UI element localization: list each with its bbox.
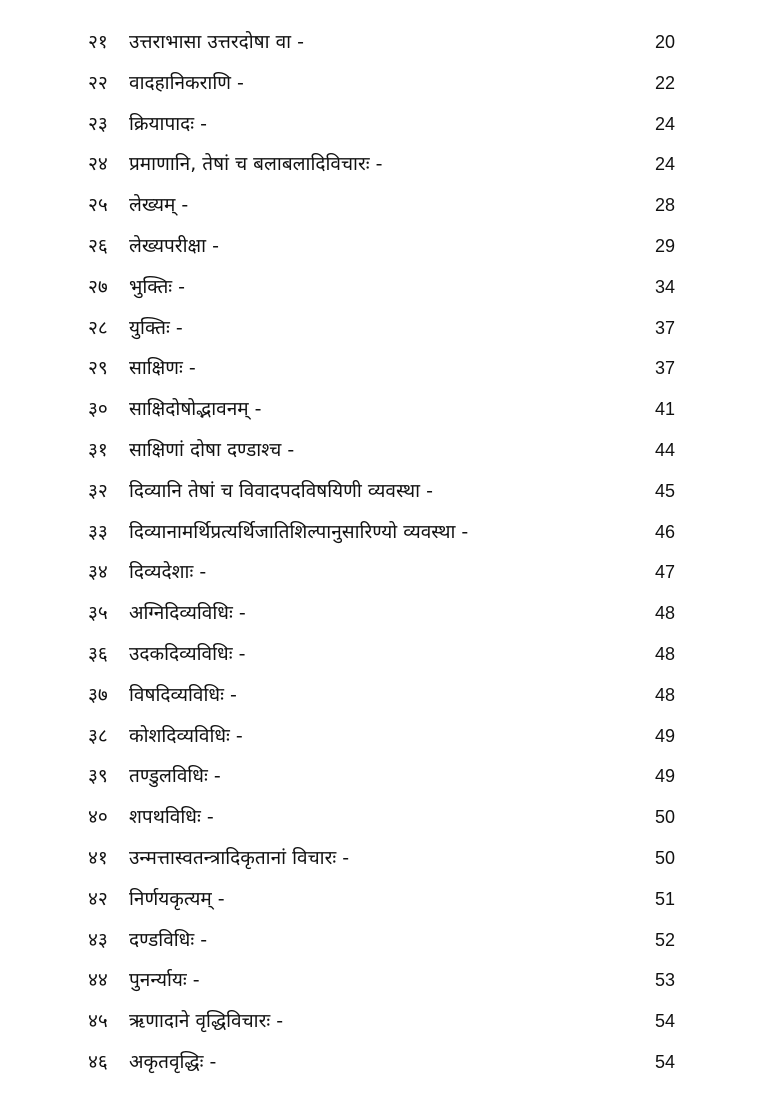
entry-page-number: 48: [654, 643, 675, 664]
entry-title: लेख्यम् -: [129, 194, 189, 217]
toc-entry: [0, 716, 780, 757]
entry-title: लेख्यपरीक्षा -: [129, 234, 219, 257]
entry-title: क्रियापादः -: [129, 112, 207, 135]
entry-number: २४: [88, 153, 108, 176]
entry-number: २६: [88, 234, 108, 257]
entry-title: उत्तराभासा उत्तरदोषा वा -: [129, 31, 304, 53]
entry-page-number: 52: [654, 929, 675, 950]
toc-entry: [0, 389, 780, 430]
entry-page-number: 28: [654, 195, 675, 216]
toc-entry: [0, 634, 780, 675]
entry-number: ३४: [88, 561, 108, 584]
entry-title: अग्निदिव्यविधिः -: [129, 602, 246, 625]
toc-entry: [0, 22, 780, 63]
entry-number: ३९: [88, 765, 108, 788]
entry-number: २९: [88, 357, 108, 380]
entry-page-number: 45: [654, 480, 675, 501]
toc-entry: [0, 185, 780, 226]
entry-page-number: 37: [654, 358, 675, 379]
entry-title: ऋणादाने वृद्धिविचारः -: [129, 1010, 284, 1033]
entry-title: वादहानिकराणि -: [129, 71, 244, 94]
entry-title: उन्मत्तास्वतन्त्रादिकृतानां विचारः -: [129, 846, 350, 869]
entry-page-number: 54: [654, 1011, 675, 1032]
entry-title: उदकदिव्यविधिः -: [129, 642, 246, 665]
toc-entry: [0, 838, 780, 879]
entry-number: ३०: [88, 398, 108, 421]
entry-title: दिव्यदेशाः -: [129, 561, 207, 584]
entry-number: ३१: [88, 438, 108, 461]
table-of-contents: [0, 22, 780, 1083]
toc-entry: [0, 593, 780, 634]
toc-entry: [0, 512, 780, 553]
entry-number: ४३: [88, 928, 108, 951]
entry-page-number: 20: [654, 32, 675, 52]
entry-title: दण्डविधिः -: [129, 928, 208, 951]
toc-entry: [0, 675, 780, 716]
toc-entry: [0, 960, 780, 1001]
toc-entry: [0, 144, 780, 185]
entry-title: निर्णयकृत्यम् -: [129, 887, 225, 910]
toc-entry: [0, 471, 780, 512]
entry-number: २३: [88, 112, 108, 135]
entry-title: साक्षिणः -: [129, 357, 196, 380]
entry-title: तण्डुलविधिः -: [129, 765, 221, 788]
entry-page-number: 34: [654, 276, 675, 297]
entry-number: ३७: [88, 683, 108, 706]
entry-number: ४१: [88, 846, 108, 869]
entry-page-number: 29: [654, 235, 675, 256]
entry-title: अकृतवृद्धिः -: [129, 1050, 217, 1073]
toc-entry: [0, 63, 780, 104]
entry-page-number: 50: [654, 847, 675, 868]
entry-title: साक्षिणां दोषा दण्डाश्च -: [129, 438, 295, 461]
entry-page-number: 49: [654, 766, 675, 787]
toc-entry: [0, 226, 780, 267]
entry-page-number: 24: [654, 113, 675, 134]
toc-entry: [0, 430, 780, 471]
entry-number: ३६: [88, 642, 108, 665]
entry-number: ३५: [88, 602, 108, 625]
entry-number: ४६: [88, 1050, 108, 1073]
toc-entry: [0, 1042, 780, 1083]
entry-page-number: 24: [654, 154, 675, 175]
toc-entry: [0, 797, 780, 838]
entry-title: पुनर्न्यायः -: [129, 969, 200, 992]
entry-number: ३२: [88, 479, 108, 502]
toc-entry: [0, 104, 780, 145]
entry-number: २७: [88, 275, 108, 298]
entry-number: २५: [88, 194, 108, 217]
entry-number: २१: [88, 31, 108, 53]
entry-page-number: 53: [654, 970, 675, 991]
entry-number: २८: [88, 316, 108, 339]
entry-number: ३३: [88, 520, 108, 543]
entry-page-number: 22: [654, 72, 675, 93]
entry-page-number: 46: [654, 521, 675, 542]
entry-page-number: 37: [654, 317, 675, 338]
entry-number: ४२: [88, 887, 108, 910]
entry-title: भुक्तिः -: [129, 275, 186, 298]
entry-number: ३८: [88, 724, 108, 747]
entry-page-number: 48: [654, 603, 675, 624]
toc-entry: [0, 879, 780, 920]
toc-entry: [0, 756, 780, 797]
entry-title: साक्षिदोषोद्भावनम् -: [129, 398, 262, 421]
entry-page-number: 48: [654, 684, 675, 705]
entry-page-number: 49: [654, 725, 675, 746]
toc-entry: [0, 267, 780, 308]
entry-page-number: 47: [654, 562, 675, 583]
entry-title: विषदिव्यविधिः -: [129, 683, 237, 706]
entry-page-number: 54: [654, 1051, 675, 1072]
entry-page-number: 50: [654, 807, 675, 828]
entry-title: शपथविधिः -: [129, 806, 214, 829]
entry-number: ४०: [88, 806, 108, 829]
entry-page-number: 41: [654, 399, 675, 420]
entry-number: ४५: [88, 1010, 108, 1033]
entry-title: कोशदिव्यविधिः -: [129, 724, 243, 747]
entry-title: प्रमाणानि, तेषां च बलाबलादिविचारः -: [129, 153, 383, 176]
toc-entry: [0, 552, 780, 593]
entry-number: २२: [88, 71, 108, 94]
entry-page-number: 51: [654, 888, 675, 909]
toc-entry: [0, 348, 780, 389]
entry-title: दिव्यानामर्थिप्रत्यर्थिजातिशिल्पानुसारिण्यो व्यवस्था -: [129, 520, 469, 543]
toc-entry: [0, 1001, 780, 1042]
entry-page-number: 44: [654, 439, 675, 460]
entry-title: दिव्यानि तेषां च विवादपदविषयिणी व्यवस्था -: [129, 479, 433, 502]
entry-title: युक्तिः -: [129, 316, 183, 339]
toc-entry: [0, 308, 780, 349]
entry-number: ४४: [88, 969, 108, 992]
toc-entry: [0, 920, 780, 961]
